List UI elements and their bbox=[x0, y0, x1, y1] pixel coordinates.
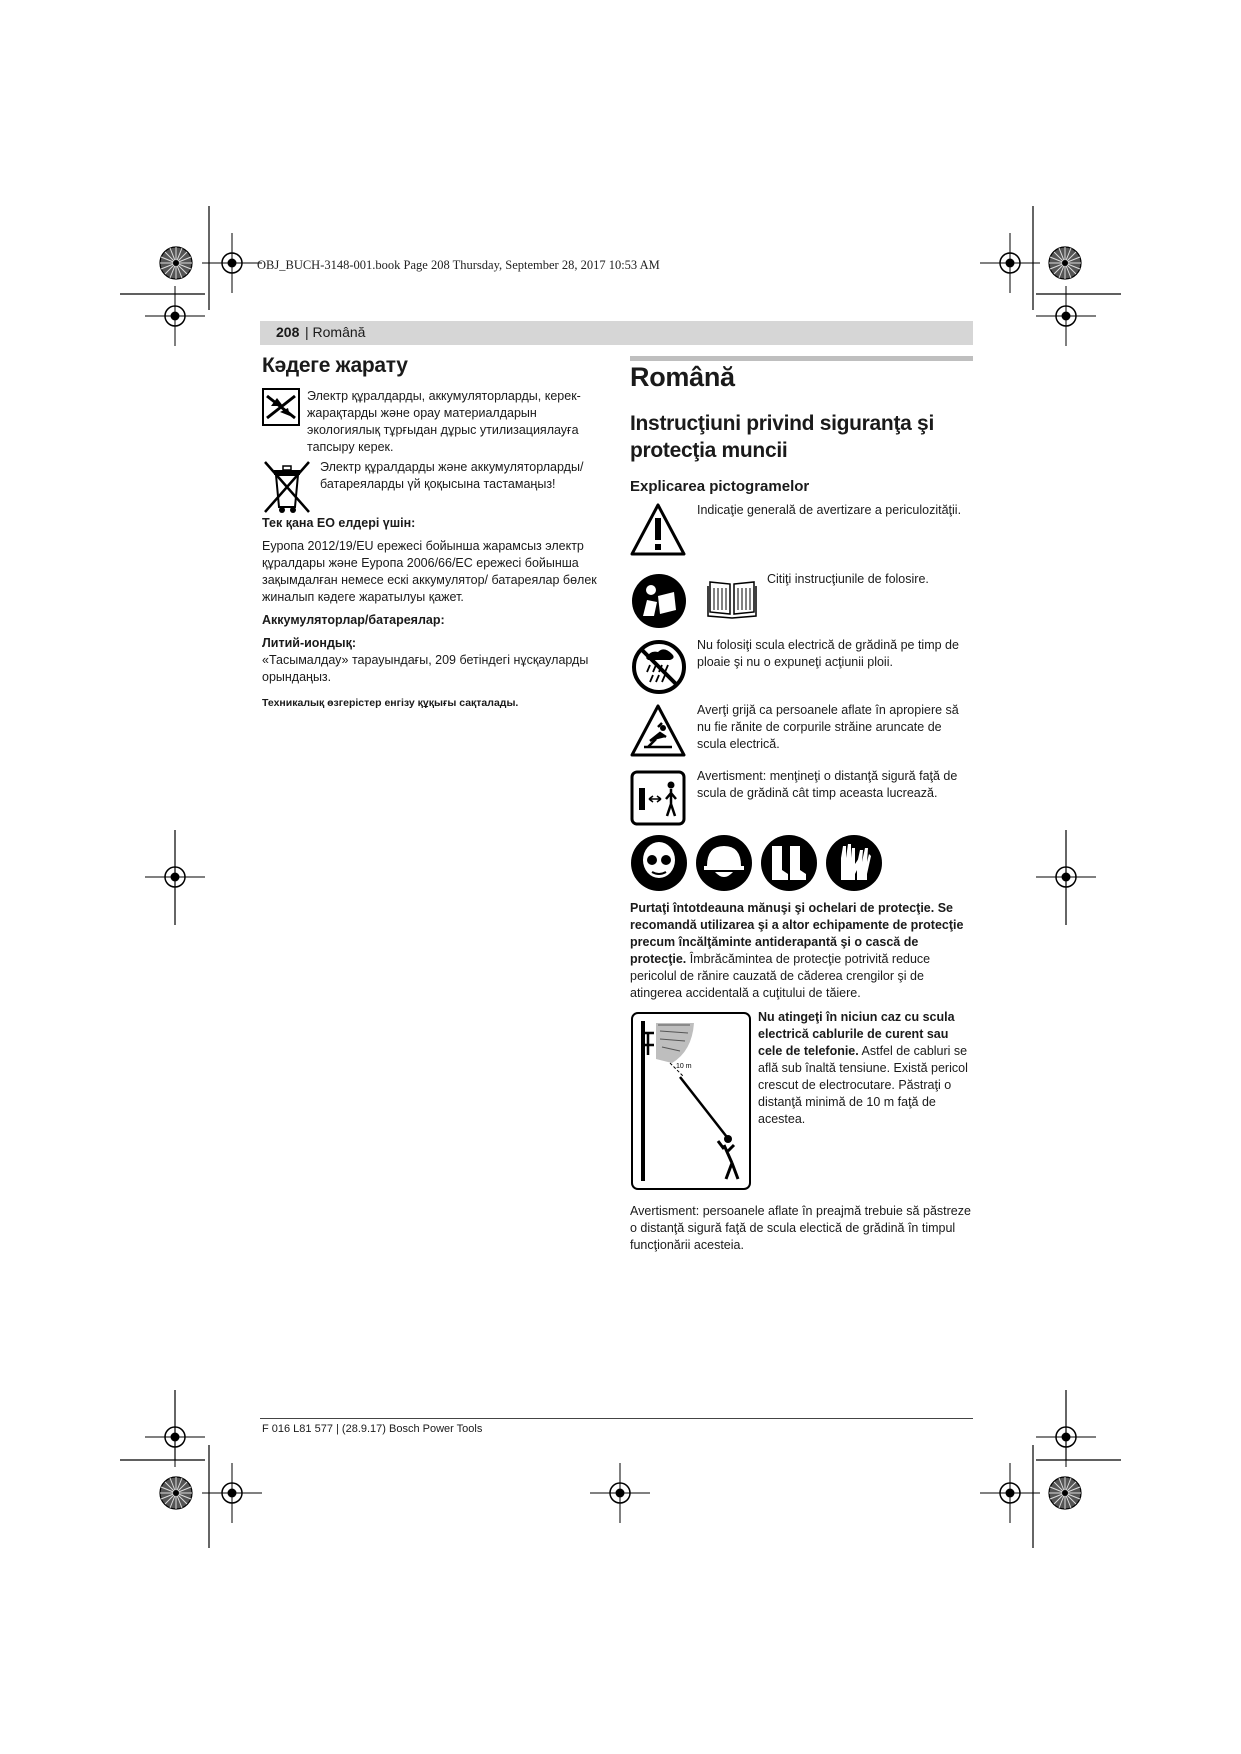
cable-bold: Nu atingeţi în niciun caz cu scula electrică cablurile de curent sau cele de telefonie. bbox=[758, 1010, 955, 1058]
section-rule bbox=[630, 356, 973, 361]
ppe-bold: Purtaţi întotdeauna mănuşi şi ochelari de protecţie. Se recomandă utilizarea şi a altor echipamente de protecţie precum încălţăminte antiderapantă şi o cască de protecţie. bbox=[630, 901, 964, 966]
kz-bin-item bbox=[262, 459, 584, 520]
bystander-warning: Avertisment: persoanele aflate în preajmă trebuie să păstreze o distanţă sigură faţă de scula electică de grădină în timpul funcţionării acesteia. bbox=[630, 1204, 971, 1252]
kz-heading: Кәдеге жарату bbox=[262, 354, 408, 377]
kz-recycle-item bbox=[262, 388, 581, 454]
footer-rule bbox=[260, 1418, 973, 1419]
file-info-line: OBJ_BUCH-3148-001.book Page 208 Thursday, September 28, 2017 10:53 AM bbox=[257, 258, 660, 272]
ppe-paragraph bbox=[630, 900, 975, 1002]
ro-pictogram-heading: Explicarea pictogramelor bbox=[630, 478, 810, 495]
page-footer: F 016 L81 577 | (28.9.17) Bosch Power Tools bbox=[262, 1423, 483, 1435]
no-rain-icon bbox=[630, 638, 688, 696]
recycle-symbol-icon bbox=[262, 388, 300, 426]
pict5-text: Avertisment: menţineţi o distanţă sigură faţă de scula de grădină cât timp aceasta lucrează. bbox=[697, 769, 958, 800]
kz-note: Техникалық өзгерістер енгізу құқығы сақталады. bbox=[262, 697, 519, 709]
safety-boots-icon bbox=[760, 834, 818, 892]
pict3-text: Nu folosiţi scula electrică de grădină pe timp de ploaie şi nu o expuneţi acţiunii ploii. bbox=[697, 638, 959, 669]
safety-goggles-icon bbox=[630, 834, 688, 892]
kz-battery-heading: Аккумуляторлар/батареялар: bbox=[262, 613, 445, 627]
kz-li-heading: Литий-иондық: bbox=[262, 636, 357, 650]
kz-bin-text: Электр құралдарды және аккумуляторларды/батареяларды үй қоқысына тастамаңыз! bbox=[320, 460, 584, 491]
ro-heading: Română bbox=[630, 362, 735, 392]
pict2-text: Citiţi instrucţiunile de folosire. bbox=[767, 572, 929, 586]
kz-li-text: «Тасымалдау» тарауындағы, 209 бетіндегі нұсқауларды орындаңыз. bbox=[262, 653, 589, 684]
ro-safety-heading: Instrucţiuni privind siguranţa şi protecţia muncii bbox=[630, 412, 934, 462]
page-header-bar bbox=[260, 321, 973, 345]
book-icon bbox=[706, 578, 758, 620]
keep-distance-icon bbox=[630, 770, 686, 826]
pict4-text: Averţi grijă ca persoanele aflate în apropiere să nu fie rănite de corpurile străine aruncate de scula electrică. bbox=[697, 703, 959, 751]
safety-helmet-icon bbox=[695, 834, 753, 892]
kz-eu-text: Еуропа 2012/19/EU ережесі бойынша жарамсыз электр құралдары және Еуропа 2006/66/EC ережесі бойынша зақымдалған немесе ескі аккумулятор/ батареялар бөлек жиналып кәдеге жаратылуы қажет. bbox=[262, 539, 597, 604]
warning-triangle-icon bbox=[630, 502, 686, 558]
page-number: 208 bbox=[276, 324, 300, 340]
kz-body bbox=[262, 515, 610, 686]
read-manual-icon bbox=[630, 572, 688, 630]
safety-gloves-icon bbox=[825, 834, 883, 892]
thrown-objects-warning-icon bbox=[630, 703, 686, 759]
cable-normal: Astfel de cabluri se află sub înaltă tensiune. Există pericol crescut de electrocutare. Păstraţi o distanţă minimă de 10 m faţă de acestea. bbox=[758, 1044, 968, 1126]
power-cable-distance-illustration bbox=[630, 1011, 752, 1191]
cable-paragraph bbox=[758, 1009, 976, 1128]
page-section: | Română bbox=[305, 324, 366, 340]
ppe-normal: Îmbrăcămintea de protecţie potrivită reduce pericolul de rănire cauzată de căderea crengilor şi de atingerea accidentală a cuţitului de tăiere. bbox=[630, 952, 931, 1000]
kz-eu-heading: Тек қана ЕО елдері үшін: bbox=[262, 516, 416, 530]
crossed-bin-icon bbox=[262, 459, 312, 515]
pict1-text: Indicaţie generală de avertizare a periculozităţii. bbox=[697, 503, 962, 517]
cable-distance-label: 10 m bbox=[676, 1063, 692, 1070]
kz-recycle-text: Электр құралдарды, аккумуляторларды, керек-жарақтарды және орау материалдарын экологиялық тұрғыдан дұрыс утилизациялауға тапсыру керек. bbox=[307, 389, 581, 454]
